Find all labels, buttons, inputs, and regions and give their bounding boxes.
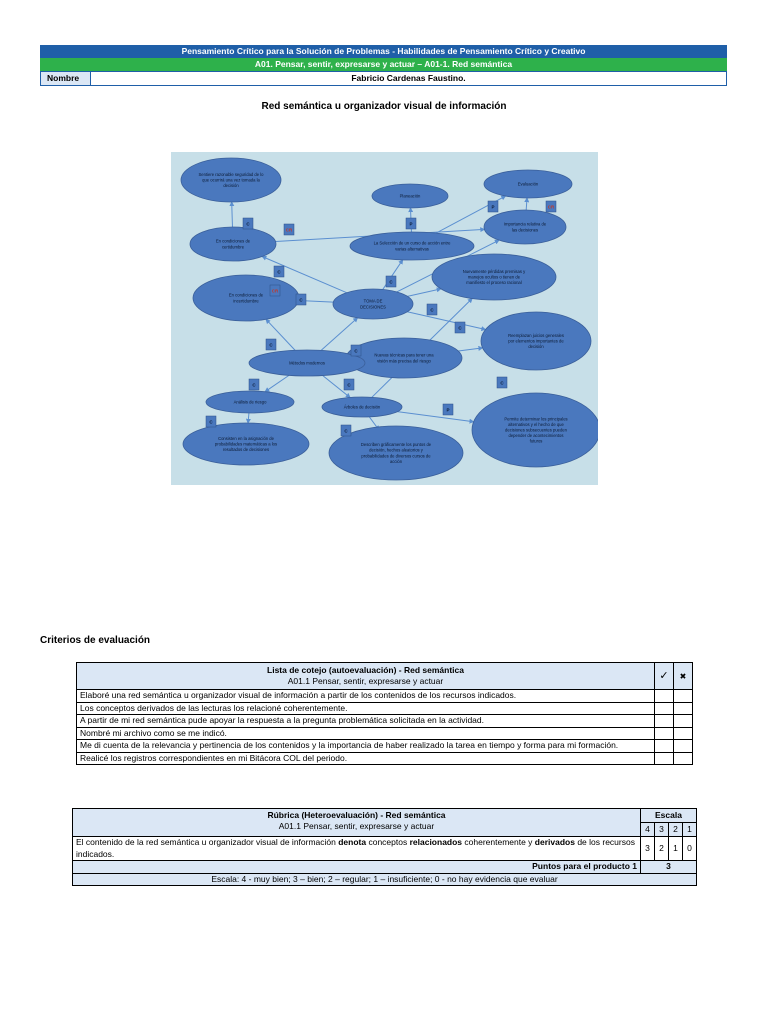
relation-tag [344,379,354,390]
relation-tag [351,345,361,356]
concept-text: En condiciones de certidumbre [215,238,251,250]
check-cell[interactable] [655,715,674,728]
scale-value: 4 [641,823,655,837]
checklist-item: Me di cuenta de la relevancia y pertinencia de los contenidos y la importancia de haber realizado la tarea en tiempo y forma para mi formación. [77,740,655,753]
concept-text: Planeación [399,193,421,199]
concept-node [346,338,462,378]
activity-title-bar: A01. Pensar, sentir, expresarse y actuar – A01-1. Red semántica [40,58,727,71]
checklist-row [77,702,693,715]
name-value: Fabricio Cardenas Faustino. [351,73,466,83]
concept-node [472,393,598,467]
course-title-bar: Pensamiento Crítico para la Solución de Problemas - Habilidades de Pensamiento Crítico y Creativo [40,45,727,58]
check-cell[interactable] [655,740,674,753]
concept-text: Importancia relativa de las decisiones [503,221,547,233]
self-evaluation-checklist [76,662,693,765]
checklist-header [77,663,655,690]
concept-node [350,232,474,260]
relation-tag-text: CR [271,288,279,294]
concept-text: Permite determinar los principales alternativos y el hecho de que decisiones subsecuentes pueden depender de acontecimientos futuros [504,416,568,444]
hetero-evaluation-rubric [72,808,697,886]
relation-tag [284,224,294,235]
scale-value: 2 [669,823,683,837]
document-title: Red semántica u organizador visual de información [261,101,507,112]
cross-column-icon: ✖ [674,663,693,690]
concept-text: TOMA DE DECISIONES [360,298,386,310]
scale-legend: Escala: 4 - muy bien; 3 – bien; 2 – regular; 1 – insuficiente; 0 - no hay evidencia que evaluar [73,873,697,886]
relation-tag-text: C [389,279,393,285]
scale-value: 1 [683,823,697,837]
relation-tag-text: P [409,221,413,227]
relation-tag [274,266,284,277]
concept-node [206,391,294,413]
cross-cell[interactable] [674,690,693,703]
relation-tag [249,379,259,390]
name-label: Nombre [41,72,91,85]
criteria-heading: Criterios de evaluación [40,635,151,646]
relation-tag-text: CR [285,227,293,233]
check-cell[interactable] [655,727,674,740]
relation-tag-text: C [209,419,213,425]
concept-text: Árboles de decisión [343,404,381,410]
concept-text: Evaluación [517,181,539,187]
concept-text: Sentiere razonable seguridad de lo que ocurrirá una vez tomada la decisión [198,171,264,189]
concept-text: En condiciones de incertidumbre [228,292,264,304]
checklist-row [77,752,693,765]
relation-tag-text: C [252,382,256,388]
checklist-subtitle: A01.1 Pensar, sentir, expresarse y actuar [287,676,444,686]
relation-tag [443,404,453,415]
concept-node [190,227,276,261]
rubric-title: Rúbrica (Heteroevaluación) - Red semántica [267,810,446,820]
concept-text: Nuevamente pérdidas premisas y manejos ocultos o tienen de manifiesto el proceso racional [462,268,526,286]
concept-node [183,423,309,465]
rubric-header [73,809,641,837]
relation-tag [270,285,280,296]
relation-tag-text: C [430,307,434,313]
concept-node [193,275,299,321]
relation-tag [488,201,498,212]
cross-cell[interactable] [674,752,693,765]
relation-tag-text: C [347,382,351,388]
check-column-icon: ✓ [655,663,674,690]
checklist-item: A partir de mi red semántica pude apoyar la respuesta a la pregunta problemática solicitada en la actividad. [77,715,655,728]
concept-node [372,184,448,208]
rubric-criterion: El contenido de la red semántica u organizador visual de información denota conceptos relacionados coherentemente y derivados de los recursos indicados. [73,837,641,861]
checklist-row [77,715,693,728]
concept-text: Consisten en la asignación de probabilidades matemáticas a los resultados de decisiones [214,435,278,453]
concept-node [322,397,402,417]
cross-cell[interactable] [674,702,693,715]
relation-tag [406,218,416,229]
relation-tag [497,377,507,388]
concept-text: La Selección de un curso de acción entre varias alternativas [373,240,451,252]
score-option[interactable]: 0 [683,837,697,861]
relation-tag [546,201,556,212]
checklist-item: Realicé los registros correspondientes en mi Bitácora COL del periodo. [77,752,655,765]
checklist-row [77,727,693,740]
scale-header: Escala [641,809,697,823]
cross-cell[interactable] [674,727,693,740]
relation-tag [455,322,465,333]
relation-tag-text: CR [547,204,555,210]
relation-tag-text: C [354,348,358,354]
concept-text: Nuevas técnicas para tener una visión más precisa del riesgo [374,352,434,364]
points-value: 3 [641,861,697,874]
rubric-criterion-row [73,837,697,861]
checklist-row [77,740,693,753]
checklist-item: Nombré mi archivo como se me indicó. [77,727,655,740]
relation-tag [427,304,437,315]
cross-cell[interactable] [674,715,693,728]
relation-tag-text: C [246,221,250,227]
relation-tag [266,339,276,350]
relation-tag-text: C [269,342,273,348]
concept-node [484,210,566,244]
relation-tag [206,416,216,427]
check-cell[interactable] [655,690,674,703]
relation-tag-text: P [446,407,450,413]
relation-tag-text: C [458,325,462,331]
concept-text: Describen gráficamente los puntos de decisión, hechos aleatorios y probabilidades de diversos cursos de acción [360,442,432,464]
concept-node [432,254,556,300]
relation-tag-text: P [491,204,495,210]
concept-node [249,350,365,376]
rubric-subtitle: A01.1 Pensar, sentir, expresarse y actuar [278,821,435,831]
relation-tag-text: C [299,297,303,303]
relation-tag-text: C [500,380,504,386]
concept-text: Análisis de riesgo [233,399,267,405]
relation-tag [243,218,253,229]
concept-node [484,170,572,198]
checklist-item: Los conceptos derivados de las lecturas los relacioné coherentemente. [77,702,655,715]
points-label: Puntos para el producto 1 [73,861,641,874]
cross-cell[interactable] [674,740,693,753]
relation-tag [296,294,306,305]
score-option[interactable]: 2 [655,837,669,861]
relation-tag-text: C [277,269,281,275]
student-name-row [40,71,727,86]
concept-text: Reemplazan juicios generales por elementos importantes de decisión [508,332,564,350]
concept-node [481,312,591,370]
checklist-title: Lista de cotejo (autoevaluación) - Red semántica [267,665,464,675]
relation-tag [341,425,351,436]
relation-tag-text: C [344,428,348,434]
checklist-row [77,690,693,703]
concept-node [181,158,281,202]
checklist-item: Elaboré una red semántica u organizador visual de información a partir de los contenidos de los recursos indicados. [77,690,655,703]
semantic-network-diagram [171,152,598,485]
check-cell[interactable] [655,752,674,765]
score-option[interactable]: 3 [641,837,655,861]
concept-node [333,289,413,319]
score-option[interactable]: 1 [669,837,683,861]
scale-value: 3 [655,823,669,837]
check-cell[interactable] [655,702,674,715]
concept-text: Métodos modernos [289,360,325,366]
relation-tag [386,276,396,287]
